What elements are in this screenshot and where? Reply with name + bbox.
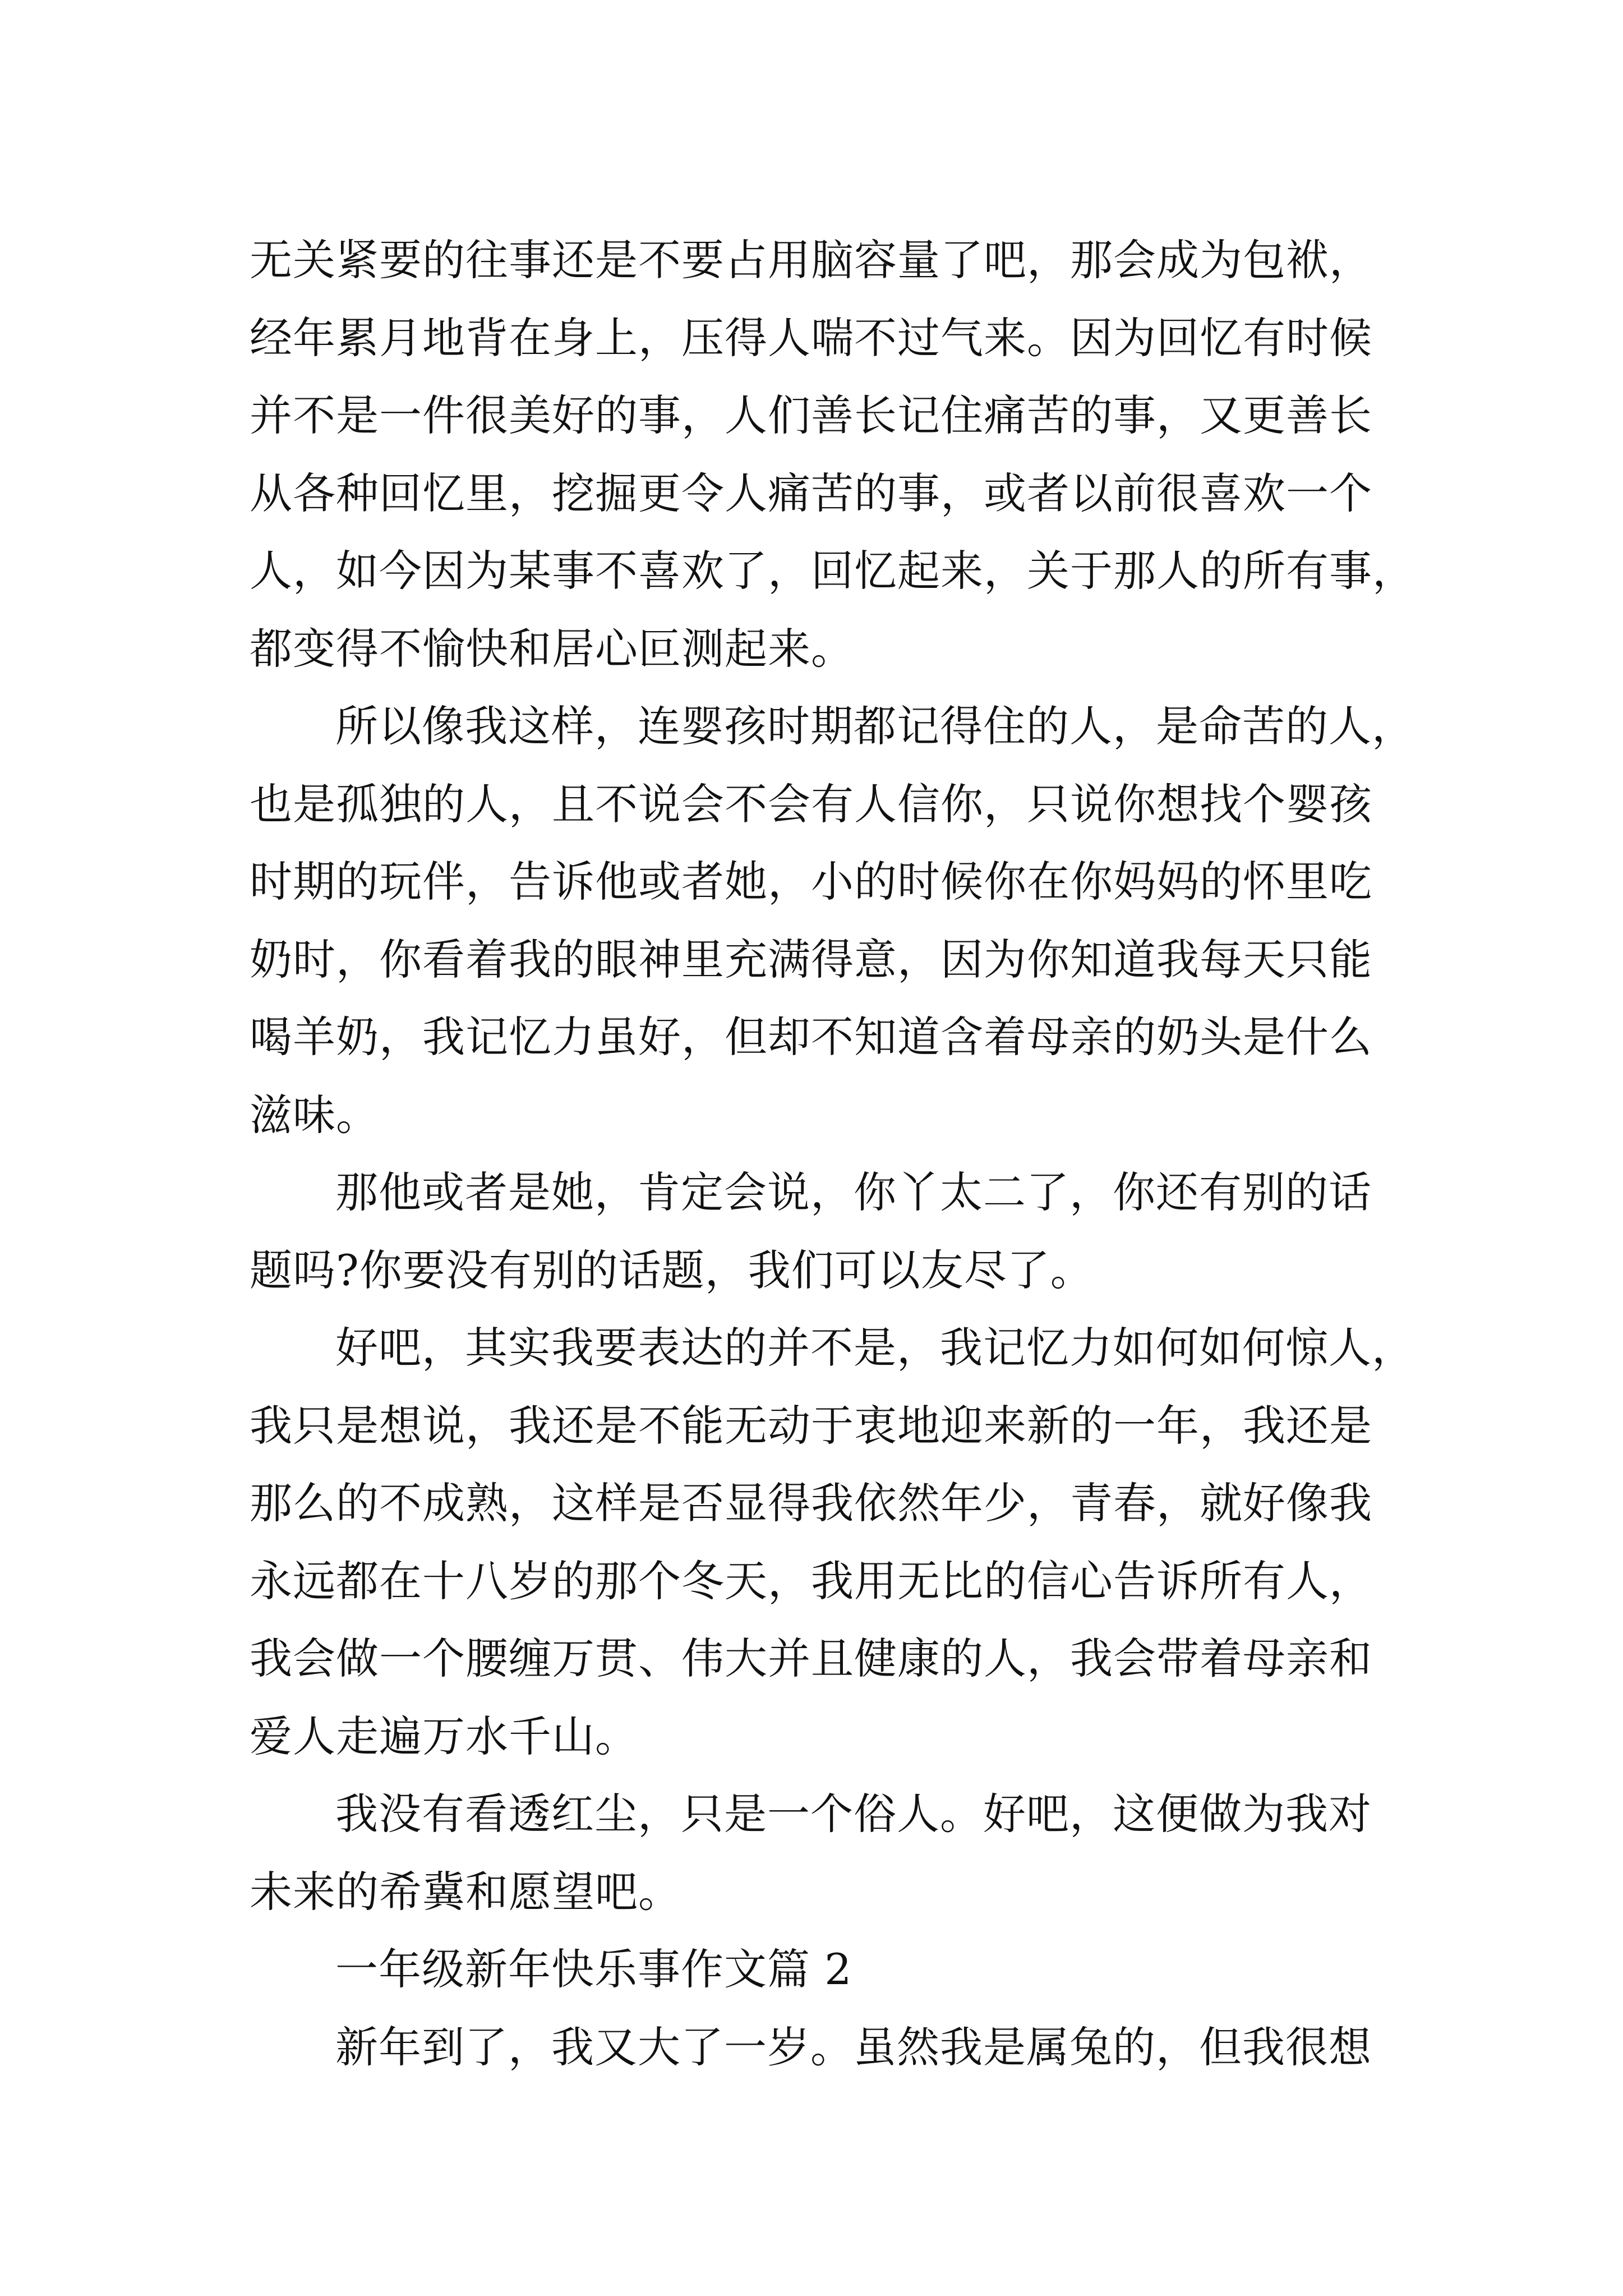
text-line: 从各种回忆里，挖掘更令人痛苦的事，或者以前很喜欢一个 — [250, 468, 1372, 518]
text-line: 未来的希冀和愿望吧。 — [250, 1866, 681, 1917]
paragraph — [250, 2009, 1394, 2087]
text-line: 无关紧要的往事还是不要占用脑容量了吧，那会成为包袱， — [250, 235, 1372, 285]
text-line: 经年累月地背在身上，压得人喘不过气来。因为回忆有时候 — [250, 312, 1372, 363]
text-line: 新年到了，我又大了一岁。虽然我是属兔的，但我很想 — [335, 2022, 1372, 2072]
text-line: 也是孤独的人，且不说会不会有人信你，只说你想找个婴孩 — [250, 779, 1372, 829]
text-line: 奶时，你看着我的眼神里充满得意，因为你知道我每天只能 — [250, 934, 1372, 984]
text-line: 滋味。 — [250, 1089, 379, 1140]
text-line: 都变得不愉快和居心叵测起来。 — [250, 623, 854, 674]
text-line: 题吗?你要没有别的话题，我们可以友尽了。 — [250, 1245, 1094, 1295]
text-line: 人，如今因为某事不喜欢了，回忆起来，关于那人的所有事， — [250, 546, 1415, 596]
text-line: 那么的不成熟，这样是否显得我依然年少，青春，就好像我 — [250, 1478, 1372, 1528]
text-line: 永远都在十八岁的那个冬天，我用无比的信心告诉所有人， — [250, 1556, 1372, 1606]
paragraph — [250, 688, 1415, 1154]
paragraph — [250, 1154, 1394, 1309]
text-line: 爱人走遍万水千山。 — [250, 1711, 638, 1761]
text-line: 并不是一件很美好的事，人们善长记住痛苦的事，又更善长 — [250, 390, 1372, 440]
text-line: 我会做一个腰缠万贯、伟大并且健康的人，我会带着母亲和 — [250, 1634, 1372, 1683]
text-line: 我没有看透红尘，只是一个俗人。好吧，这便做为我对 — [335, 1789, 1372, 1839]
text-line: 那他或者是她，肯定会说，你丫太二了，你还有别的话 — [335, 1167, 1372, 1217]
document-body — [250, 222, 1415, 2086]
text-line: 喝羊奶，我记忆力虽好，但却不知道含着母亲的奶头是什么 — [250, 1012, 1372, 1062]
paragraph — [250, 1309, 1415, 1775]
text-line: 所以像我这样，连婴孩时期都记得住的人，是命苦的人， — [335, 701, 1415, 751]
paragraph — [250, 222, 1415, 688]
section-heading — [250, 1931, 1394, 2009]
heading-line: 一年级新年快乐事作文篇 2 — [335, 1944, 852, 1994]
paragraph — [250, 1775, 1394, 1931]
text-line: 好吧，其实我要表达的并不是，我记忆力如何如何惊人， — [335, 1323, 1415, 1373]
text-line: 时期的玩伴，告诉他或者她，小的时候你在你妈妈的怀里吃 — [250, 857, 1372, 907]
text-line: 我只是想说，我还是不能无动于衷地迎来新的一年，我还是 — [250, 1400, 1372, 1451]
